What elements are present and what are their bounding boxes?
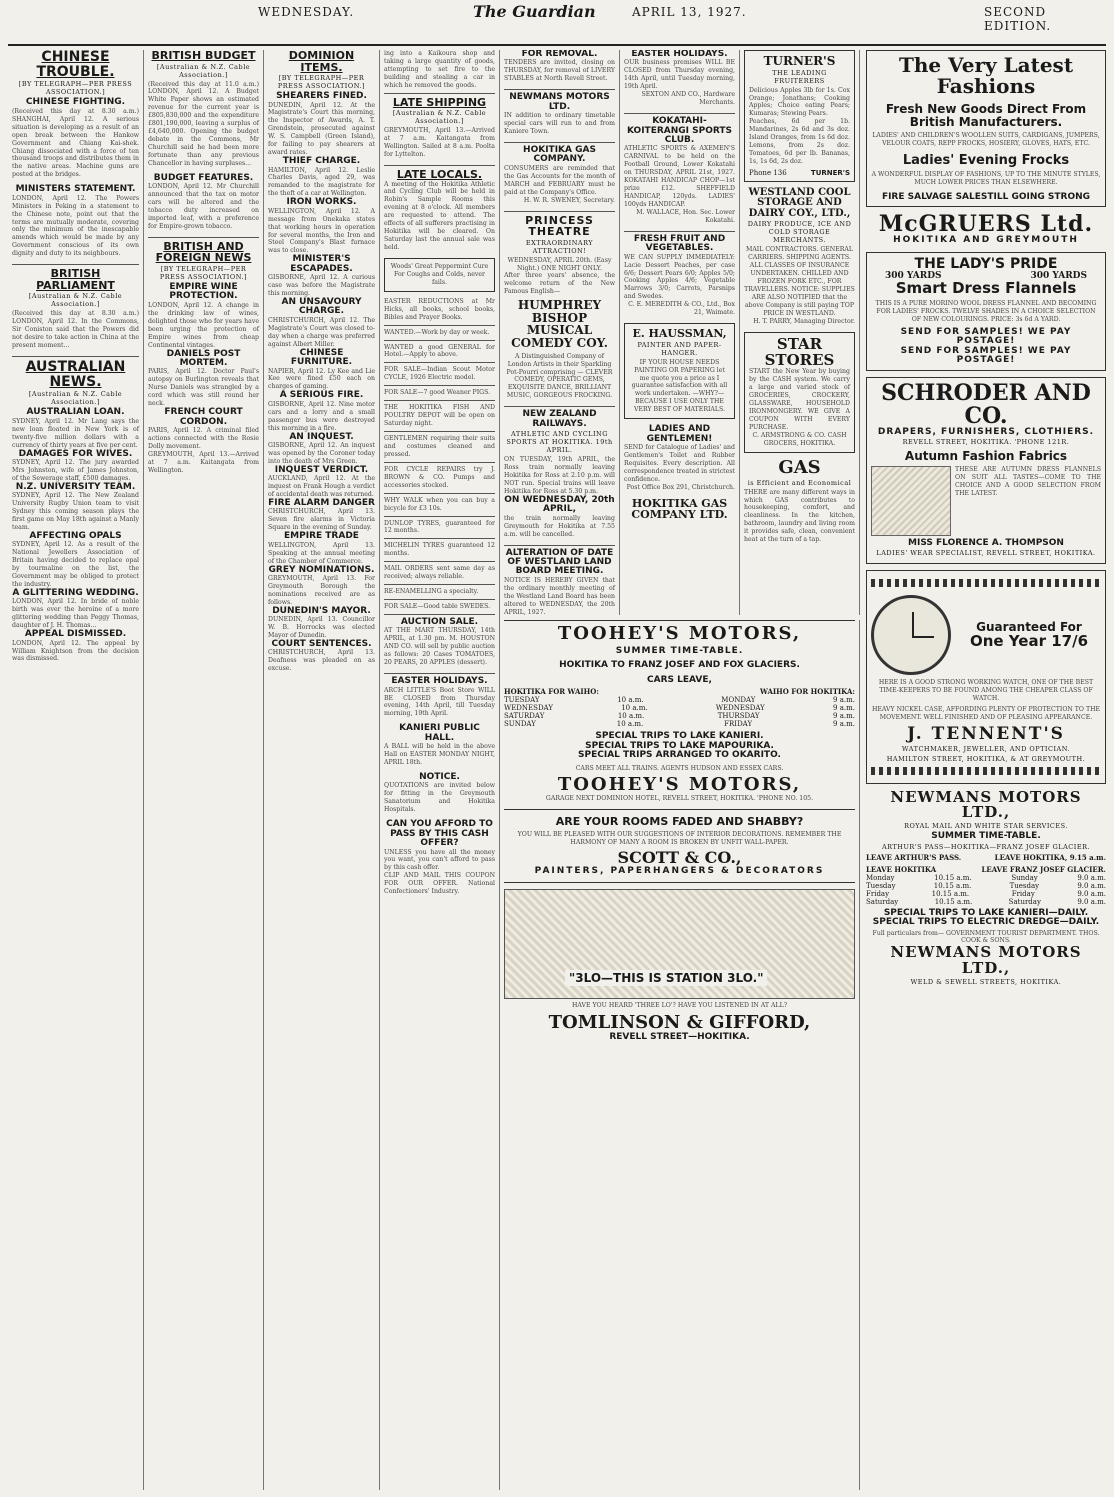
article-body: IF YOUR HOUSE NEEDS PAINTING OR PAPERING let me quote you a price as I guarantee satisfaction with all work undertaken. —WHY?— BECAUSE I USE ONLY THE VERY BEST OF MATERIALS.	[631, 358, 728, 414]
column-header: HOKITIKA FOR WAIHO:	[504, 687, 599, 697]
article-body: GREYMOUTH, April 13.—Arrived at 7 a.m. Kaitangata from Wellington. Sailed at 8 a.m. Poolta for Lyttelton.	[384, 127, 495, 159]
article-body: LADIES' AND CHILDREN'S WOOLLEN SUITS, CARDIGANS, JUMPERS, VELOUR COATS, REPP FROCKS, HOSIERY, GLOVES, HATS, ETC.	[872, 132, 1100, 148]
article-body: HEAVY NICKEL CASE, AFFORDING PLENTY OF PROTECTION TO THE MOVEMENT. WELL FINISHED AND OF PLEASING APPEARANCE.	[871, 706, 1101, 721]
article-body: SYDNEY, April 12. Mr Lang says the new loan floated in New York is of twenty-five million dollars with a currency of thirty years at five per cent.	[12, 417, 139, 449]
subhead: FRESH FRUIT AND VEGETABLES.	[633, 233, 726, 254]
article-budget-features	[148, 174, 259, 231]
article-body: (Received this day at 8.30 a.m.) LONDON, April 12. In the Commons, Sir Coniston said that the Powers did not desire to take action in China at the present moment...	[12, 310, 139, 350]
article-body: GISBORNE, April 12. An inquest was opened by the Coroner today into the death of Mrs Green.	[268, 441, 375, 465]
subhead: KOKATAHI-KOITERANGI SPORTS CLUB.	[626, 116, 733, 145]
classified-ad: EASTER REDUCTIONS at Mr Hicks, all books, school books, Bibles and Prayer Books.	[384, 297, 495, 321]
address: GARAGE NEXT DOMINION HOTEL, REVELL STREET, HOKITIKA. 'PHONE NO. 105.	[545, 795, 814, 803]
classified-ad: FOR CYCLE REPAIRS try J. BROWN & CO. Pumps and accessories stocked.	[384, 465, 495, 489]
article-body: A WONDERFUL DISPLAY OF FASHIONS, UP TO THE MINUTE STYLES, MUCH LOWER PRICES THAN ELSEWHERE.	[871, 170, 1101, 186]
classified-ad: WANTED.—Work by day or week.	[384, 328, 490, 336]
article-body: NAPIER, April 12. Ly Kee and Lie Kee were fined £50 each on charges of gaming.	[268, 367, 375, 391]
subhead: N.Z. UNIVERSITY TEAM.	[15, 481, 136, 492]
notice-kanieri-hall	[384, 724, 495, 767]
timetable-row: Friday 10.15 a.m. Friday 9.0 a.m.	[866, 889, 1106, 898]
timetable-row: Tuesday 10.15 a.m. Tuesday 9.0 a.m.	[866, 881, 1106, 890]
subhead: NEW ZEALAND RAILWAYS.	[522, 409, 597, 429]
subhead: KANIERI PUBLIC HALL.	[399, 723, 480, 743]
dress-illustration	[871, 466, 951, 536]
signature: M. WALLACE, Hon. Sec. Lower Kokatahi.	[636, 208, 735, 224]
article-body: NOTICE IS HEREBY GIVEN that the ordinary monthly meeting of the Westland Land Board has been altered to WEDNESDAY, the 20th APRIL, 1927.	[504, 576, 615, 615]
yardage: 300 YARDS	[1030, 271, 1087, 282]
subhead: THIEF CHARGE.	[282, 156, 361, 167]
subhead: AUCTION SALE.	[400, 617, 479, 628]
company-name: NEWMANS MOTORS LTD.,	[890, 787, 1082, 822]
column-3	[264, 50, 380, 1490]
article-body: START the New Year by buying by the CASH system. We carry a large and varied stock of GROCERIES, CROCKERY, GLASSWARE, HOUSEHOLD IRONMONGERY. WE GIVE A COUPON WITH EVERY PURCHASE.	[749, 368, 850, 431]
byline: EXTRAORDINARY ATTRACTION!	[525, 238, 594, 255]
ad-haussman	[624, 323, 735, 419]
column-4	[380, 50, 500, 1490]
article-continuation: ing into a Kaikoura shop and taking a large quantity of goods, attempting to set fire to the building and stealing a car in which he removed the goods.	[384, 50, 495, 89]
article-body: IN addition to ordinary timetable special cars will run to and from Kaniere Town.	[504, 112, 615, 135]
route: ARTHUR'S PASS—HOKITIKA—FRANZ JOSEF GLACIER.	[881, 842, 1091, 851]
byline: DAIRY PRODUCE, ICE AND COLD STORAGE MERCHANTS.	[747, 220, 852, 245]
article-body: YOU WILL BE PLEASED WITH OUR SUGGESTIONS OF INTERIOR DECORATIONS. REMEMBER THE HARMONY OF MANY A ROOM IS BROKEN BY UNFIT WALL-PAPER.	[517, 830, 842, 846]
subhead: INQUEST VERDICT.	[274, 464, 369, 475]
timetable-row: Monday 10.15 a.m. Sunday 9.0 a.m.	[866, 873, 1106, 882]
article-body: A BALL will be held in the above Hall on EASTER MONDAY NIGHT, APRIL 18th.	[384, 743, 495, 767]
ad-schroder	[866, 377, 1106, 565]
subhead: COURT SENTENCES.	[271, 638, 372, 649]
company-name: J. TENNENT'S	[907, 723, 1065, 744]
byline: [Australian & N.Z. Cable Association.]	[28, 390, 123, 407]
classified-ad: FOR SALE—Indian Scout Motor CYCLE, 1926 Electric model.	[384, 366, 495, 382]
article-body: SYDNEY, April 12. As a result of the National Jewellers Association of Britain having decided to replace opal by tourmaline on the list, the Government may be obliged to protect the industry.	[12, 541, 139, 589]
classified-ad: FOR SALE—7 good Weaner PIGS.	[384, 389, 491, 397]
signature: SEXTON AND CO., Hardware Merchants.	[641, 91, 735, 107]
article-british-budget	[148, 50, 259, 168]
subhead: EASTER HOLIDAYS.	[391, 676, 488, 687]
ad-cash-offer	[384, 820, 495, 896]
notice-kokatahi-sports	[624, 117, 735, 225]
subhead: Ladies' Evening Frocks	[902, 153, 1070, 169]
article-body: (Received this day at 8.30 a.m.) SHANGHAI, April 12. A serious situation is developing as a result of an open break between the Hankow Government and Chiang Kai-shek. Chiang dissociated with a force of ten thousand troops and distributes them in the native areas. Machine guns are posted at the bridges.	[12, 107, 139, 179]
notice-easter-holidays-sexton	[624, 50, 735, 107]
headline: LATE LOCALS.	[396, 167, 483, 181]
phone-number: Phone 136	[749, 168, 787, 177]
article-body: HAVE YOU HEARD 'THREE LO'? HAVE YOU LISTENED IN AT ALL?	[571, 1001, 788, 1009]
company-name: TURNER'S	[763, 54, 836, 68]
article-body: ATHLETIC SPORTS & AXEMEN'S CARNIVAL to be held on the Football Ground, Lower Kokatahi on THURSDAY, APRIL 21st, 1927. KOKATAHI HANDICAP CHOP—1st prize £12. SHEFFIELD HANDICAP, 120yds. LADIES' 100yds HANDICAP.	[624, 145, 735, 208]
company-name: NEWMANS MOTORS LTD.,	[890, 943, 1082, 978]
subhead: SHEARERS FINED.	[276, 91, 367, 102]
send-for-samples: SEND FOR SAMPLES! WE PAY POSTAGE!	[900, 345, 1072, 366]
byline: PAINTER AND PAPER-HANGER.	[637, 340, 722, 357]
route: HOKITIKA TO FRANZ JOSEF AND FOX GLACIERS.	[559, 660, 800, 671]
subhead: A GLITTERING WEDDING.	[12, 587, 139, 598]
special-trip: SPECIAL TRIPS TO LAKE KANIERI—DAILY.	[883, 907, 1089, 918]
article-body: A Distinguished Company of London Artists in their Sparkling Pot-Pourri comprising — CLEVER COMEDY, OPERATIC GEMS, EXQUISITE DANCE, BRILLIANT MUSIC, GORGEOUS FROCKING.	[506, 352, 613, 400]
article-dominion-items	[268, 50, 375, 673]
article-body: AUCKLAND, April 12. At the inquest on Frank Hough a verdict of accidental death was returned.	[268, 475, 375, 499]
article-body: A meeting of the Hokitika Athletic and Cycling Club will be held in Robin's Sample Rooms this evening at 8 o'clock. All members are requested to attend. The effects of all sufferers practising in Hokitika will be cleared. On Saturday last the annual sale was held.	[384, 180, 495, 252]
byline: THE LEADING FRUITERERS	[772, 68, 827, 85]
article-british-foreign-news	[148, 241, 259, 475]
ad-westland-cool-storage	[744, 188, 855, 326]
headline: The Very Latest Fashions	[898, 53, 1074, 98]
article-body: THESE ARE AUTUMN DRESS FLANNELS ON SUIT ALL TASTES—COME TO THE CHOICE AND A GOOD SELECTION FROM THE LATEST.	[955, 465, 1101, 497]
subhead: GREY NOMINATIONS.	[268, 564, 375, 575]
subhead: AFFECTING OPALS	[29, 530, 122, 541]
article-late-locals	[384, 169, 495, 252]
headline: THE LADY'S PRIDE	[914, 255, 1058, 272]
byline: is Efficient and Economical	[747, 478, 852, 487]
subhead: SUMMER TIME-TABLE.	[615, 645, 744, 656]
notice-railways	[504, 410, 615, 538]
byline: [Australian & N.Z. Cable Association.]	[156, 62, 251, 79]
column-7	[740, 50, 860, 615]
subhead: CAN YOU AFFORD TO PASS BY THIS CASH OFFER?	[386, 819, 493, 849]
address: REVELL STREET, HOKITIKA. 'PHONE 121R.	[902, 438, 1070, 447]
address: REVELL STREET—HOKITIKA.	[609, 1031, 750, 1042]
company-name: TOOHEY'S MOTORS,	[557, 623, 802, 644]
article-body: WELLINGTON, April 13. Speaking at the annual meeting of the Chamber of Commerce.	[268, 541, 375, 565]
ad-watch	[866, 570, 1106, 784]
company-name: HUMPHREY BISHOP MUSICAL COMEDY COY.	[511, 298, 608, 351]
subhead: ALTERATION OF DATE OF WESTLAND LAND BOARD MEETING.	[505, 547, 614, 577]
subhead: FIRE SALVAGE SALESTILL GOING STRONG	[881, 191, 1091, 202]
pocket-watch-icon	[871, 595, 951, 675]
subhead: NOTICE.	[419, 772, 460, 783]
column-6	[620, 50, 740, 615]
article-body: CONSUMERS are reminded that the Gas Accounts for the month of MARCH and FEBRUARY must be paid at the Company's Office.	[504, 164, 615, 196]
subhead: CHINESE FIGHTING.	[25, 97, 126, 108]
article-body: After three years' absence, the welcome return of the New Famous English—	[504, 272, 615, 296]
masthead-edition: SECOND EDITION.	[984, 5, 1052, 33]
subhead: EMPIRE TRADE	[284, 531, 359, 542]
byline: [BY TELEGRAPH—PER PRESS ASSOCIATION.]	[159, 265, 248, 282]
ad-text: Woods' Great Peppermint Cure For Coughs and Colds, never fails.	[390, 262, 489, 286]
ad-ladys-pride	[866, 252, 1106, 371]
article-body: GISBORNE, April 12. A curious case was before the Magistrate this morning.	[268, 274, 375, 298]
price: One Year 17/6	[969, 631, 1088, 650]
cars-leave: CARS LEAVE,	[647, 674, 712, 685]
timetable-row: TUESDAY 10 a.m. MONDAY 9 a.m.	[504, 696, 855, 705]
article-british-parliament	[12, 268, 139, 350]
ad-gas	[744, 456, 855, 544]
signature: C. ARMSTRONG & CO. CASH GROCERS, HOKITIKA.	[752, 431, 847, 447]
article-body: SYDNEY, April 12. The jury awarded Mrs Johnston, wife of James Johnston, of the Sewerage staff, £500 damages.	[12, 458, 139, 482]
article-body: LONDON, April 12. In bride of noble birth was ever the heroine of a more glittering wedding than Peggy Thomas, daughter of J. H. Thomas...	[12, 598, 139, 630]
headline: Guaranteed For	[976, 620, 1082, 635]
column-header: LEAVE HOKITIKA	[866, 864, 937, 874]
article-body: LONDON, April 12. The Powers Ministers in Peking in a statement to the Chinese note, point out that the terms are mutually moderate, covering only the minimum of the inescapable amends which would be made by any Government conscious of its own dignity and duty to its neighbours.	[12, 194, 139, 258]
article-body: DUNEDIN, April 12. At the Magistrate's Court this morning, the Inspector of Awards, A. T. Grendstein, prosecuted against W. S. Campbell (Green Island), for failing to pay shearers at award rates.	[268, 101, 375, 157]
masthead-paper-title: The Guardian	[473, 2, 596, 21]
ad-ladies-gentlemen	[624, 425, 735, 492]
subhead: DRAPERS, FURNISHERS, CLOTHIERS.	[877, 426, 1095, 437]
headline: LATE SHIPPING	[392, 95, 487, 109]
ad-latest-fashions	[866, 50, 1106, 207]
article-body: CARS MEET ALL TRAINS. AGENTS HUDSON AND ESSEX CARS.	[575, 764, 784, 772]
timetable-row: SUNDAY 10 a.m. FRIDAY 9 a.m.	[504, 720, 855, 729]
subhead: APPEAL DISMISSED.	[24, 629, 127, 640]
headline: DOMINION ITEMS.	[288, 50, 355, 74]
column-header: LEAVE HOKITIKA, 9.15 a.m.	[994, 852, 1106, 862]
subhead: SUMMER TIME-TABLE.	[931, 831, 1041, 842]
notice-quotations	[384, 773, 495, 814]
masthead-date: APRIL 13, 1927.	[632, 5, 747, 19]
ad-scott-decorators	[504, 816, 855, 876]
headline: BRITISH BUDGET	[151, 50, 256, 62]
article-body: QUOTATIONS are invited below for fitting in the Greymouth Sanatorium and Hokitika Hospitals.	[384, 782, 495, 814]
classified-ad: FOR SALE—Good table SWEDES.	[384, 603, 491, 611]
article-body: SYDNEY, April 12. The New Zealand University Rugby Union team to visit Sydney this coming season plays the first game on May 18th against a Manly team.	[12, 492, 139, 531]
masthead-day: WEDNESDAY.	[258, 5, 355, 19]
ad-tomlinson-radio	[504, 889, 855, 1042]
article-body: GREYMOUTH, April 13. For Greymouth Borough the nominations received are as follows.	[268, 574, 375, 606]
masthead	[8, 4, 1106, 46]
subhead: IRON WORKS.	[286, 197, 357, 208]
signature: H. W. R. SWENEY, Secretary.	[523, 196, 615, 204]
byline: ATHLETIC AND CYCLING SPORTS AT HOKITIKA. 19th APRIL.	[506, 430, 613, 455]
company-name: WESTLAND COOL STORAGE AND DAIRY COY., LTD.,	[748, 186, 851, 219]
article-body: OUR business premises WILL BE CLOSED from Thursday evening, 14th April, until Tuesday morning, 19th April.	[624, 59, 735, 91]
column-header: WAIHO FOR HOKITIKA:	[760, 687, 855, 697]
company-name: STAR STORES	[764, 334, 835, 369]
address: HAMILTON STREET, HOKITIKA, & AT GREYMOUTH.	[886, 754, 1086, 763]
notice-newmans	[504, 93, 615, 136]
company-name: MISS FLORENCE A. THOMPSON	[908, 537, 1064, 548]
subhead: FIRE ALARM DANGER	[268, 498, 375, 509]
article-late-shipping	[384, 97, 495, 159]
subhead: CHINESE FURNITURE.	[290, 347, 353, 368]
special-trip: SPECIAL TRIPS TO LAKE MAPOURIKA.	[585, 740, 774, 751]
article-body: PARIS, April 12. Doctor Paul's autopsy on Burlington reveals that Nurse Daniels was strangled by a cord which was still round her neck.	[148, 368, 259, 408]
notice-gas-company	[504, 146, 615, 205]
ad-fresh-fruit	[624, 235, 735, 317]
ad-mcgruers	[866, 213, 1106, 246]
column-5	[500, 50, 620, 615]
company-name: SCHRODER AND CO.	[881, 379, 1091, 429]
ad-princess-theatre	[504, 215, 615, 401]
headline: GAS	[778, 456, 821, 478]
article-ministers-statement	[12, 185, 139, 258]
byline: [Australian & N.Z. Cable Association.]	[28, 292, 123, 309]
signature: C. E. MEREDITH & CO., Ltd., Box 21, Waimate.	[628, 301, 735, 317]
article-body: WEDNESDAY, APRIL 20th. (Easy Night.) ONE NIGHT ONLY.	[507, 256, 612, 272]
subhead: AUSTRALIAN LOAN.	[26, 407, 125, 418]
classified-ad: RE-ENAMELLING a specialty.	[384, 588, 479, 596]
classified-ads	[384, 298, 495, 611]
company-name: SCOTT & CO.,	[617, 847, 742, 867]
article-body: (Received this day at 11.0 a.m.) LONDON, April 12. A Budget White Paper shows an estimated revenue for the current year is £805,830,000 and the expenditure £801,190,000, leaving a surplus of £4,640,000. Opening the budget debate in the Commons, Mr Churchill said he had been more fortunate than any previous Chancellor in having surpluses...	[148, 80, 259, 167]
headline: BRITISH PARLIAMENT	[36, 267, 115, 292]
byline: [BY TELEGRAPH—PER PRESS ASSOCIATION.]	[18, 80, 133, 97]
article-body: CHRISTCHURCH, April 12. The Magistrate's Court was closed to-day when a charge was preferred against Albert Miller.	[268, 316, 375, 348]
radio-illustration	[504, 889, 855, 999]
special-trip: SPECIAL TRIPS TO LAKE KANIERI.	[595, 731, 764, 742]
article-body: ON TUESDAY, 19th APRIL, the Ross train normally leaving Hokitika for Ross at 2.10 p.m. will NOT run. Special trains will leave Hokitika for Ross at 5.30 p.m.	[504, 456, 615, 495]
article-body: AT THE MART THURSDAY, 14th APRIL, at 1.30 pm. M. HOUSTON AND CO. will sell by public auction as follows: 20 Cases TOMATOES, 20 PEARS, 20 APPLES (dessert).	[384, 627, 495, 667]
timetable-row: SATURDAY 10 a.m. THURSDAY 9 a.m.	[504, 712, 855, 721]
ad-tooheys-timetable	[504, 625, 855, 803]
article-body: CLIP AND MAIL THIS COUPON FOR OUR OFFER. National Confectioners' Industry.	[384, 872, 495, 896]
article-body: THIS IS A PURE MORINO WOOL DRESS FLANNEL AND BECOMING FOR LADIES' FROCKS. TWELVE SHADES IN A CHOICE SELECTION OF NEW COLOURINGS. PRICE: 3s 6d A YARD.	[875, 299, 1097, 323]
classified-ad: WHY WALK when you can buy a bicycle for £3 10s.	[384, 496, 495, 512]
subhead: DANIELS POST MORTEM.	[166, 348, 241, 368]
right-ad-column	[866, 50, 1106, 1490]
timetable-row: Saturday 10.15 a.m. Saturday 9.0 a.m.	[866, 897, 1106, 906]
signature: Post Office Box 291, Christchurch.	[626, 483, 735, 491]
subhead: AN INQUEST.	[289, 431, 354, 442]
radio-caption: "3LO—THIS IS STATION 3LO."	[565, 970, 767, 986]
article-chinese-trouble	[12, 50, 139, 179]
auction-sale	[384, 618, 495, 667]
subhead: Fresh New Goods Direct From British Manufacturers.	[885, 102, 1087, 129]
headline: CHINESE TROUBLE.	[36, 50, 115, 80]
subhead: ON WEDNESDAY, 20th APRIL,	[504, 494, 615, 515]
notice-easter-holidays	[384, 677, 495, 718]
gas-company-name: HOKITIKA GAS COMPANY LTD.	[631, 496, 728, 522]
subhead: DAMAGES FOR WIVES.	[18, 448, 133, 459]
article-body: Delicious Apples 3lb for 1s. Cox Orange; Jonathans; Cooking Apples; Choice eating Pears; Kumaras; Stewing Pears.	[749, 86, 850, 118]
article-body: Peaches, 6d per 1b. Mandarines, 2s 6d and 3s doz. Island Oranges, from 1s 6d doz. Lemons, from 2s doz. Tomatoes, 6d per lb. Bananas, 1s, 1s 6d, 2s doz.	[749, 118, 850, 166]
article-body: CHRISTCHURCH, April 13. Deafness was pleaded on as excuse.	[268, 649, 375, 673]
article-body: LONDON, April 12. A change in the drinking law of wines, delighted those who for years have been urging the protection of Empire wines from cheap Continental vintages.	[148, 301, 259, 349]
signature: H. T. PARRY, Managing Director.	[753, 317, 855, 325]
article-body: THERE are many different ways in which GAS contributes to housekeeping, comfort, and cleanliness. In the kitchen, bathroom, laundry and living room it provides safe, clean, convenient heat at the turn of a tap.	[744, 488, 855, 544]
classified-ad: WANTED a good GENERAL for Hotel.—Apply to above.	[384, 343, 495, 359]
subhead: HOKITIKA GAS COMPANY.	[523, 144, 596, 165]
headline: AUSTRALIAN NEWS.	[25, 358, 126, 390]
article-body: SEND for Catalogue of Ladies' and Gentlemen's Toilet and Rubber Requisites. Every description. All correspondence treated in strictest confidence.	[624, 444, 735, 483]
article-body: Full particulars from— GOVERNMENT TOURIST DEPARTMENT. THOS. COOK & SONS.	[872, 929, 1100, 945]
subhead: HOKITIKA AND GREYMOUTH	[893, 235, 1079, 246]
address: LADIES' WEAR SPECIALIST, REVELL STREET, HOKITIKA.	[876, 549, 1096, 558]
classified-ad: GENTLEMEN requiring their suits and costumes cleaned and pressed.	[384, 435, 495, 458]
article-body: MAIL CONTRACTORS. GENERAL CARRIERS. SHIPPING AGENTS. ALL CLASSES OF INSURANCE UNDERTAKEN. CHILLED AND FROZEN FORK ETC., FOR TRAVELLERS. NOTICE: SUPPLIES ARE ALSO NOTIFIED that the above Company is still paying TOP PRICE IN WESTLAND.	[744, 246, 855, 317]
special-trip: SPECIAL TRIPS ARRANGED TO OKARITO.	[578, 750, 781, 761]
subhead: BUDGET FEATURES.	[153, 172, 254, 183]
column-1	[8, 50, 144, 1490]
classified-ad: DUNLOP TYRES, guaranteed for 12 months.	[384, 519, 495, 535]
article-body: the train normally leaving Greymouth for Hokitika at 7.55 a.m. will be cancelled.	[504, 514, 615, 538]
subhead: EMPIRE WINE PROTECTION.	[169, 282, 238, 302]
shipping-note: GREYMOUTH, April 13.—Arrived at 7 a.m. Kaitangata from Wellington.	[148, 450, 259, 474]
send-for-samples: SEND FOR SAMPLES! WE PAY POSTAGE!	[900, 326, 1072, 347]
special-trip: SPECIAL TRIPS TO ELECTRIC DREDGE—DAILY.	[872, 917, 1100, 928]
headline: BRITISH AND FOREIGN NEWS	[155, 239, 252, 265]
article-body: GISBORNE, April 12. Nine motor cars and a lorry and a small passenger bus were destroyed this morning in a fire.	[268, 400, 375, 432]
subhead: PAINTERS, PAPERHANGERS & DECORATORS	[534, 865, 825, 876]
company-name: McGRUERS Ltd.	[878, 211, 1094, 238]
subhead: ROYAL MAIL AND WHITE STAR SERVICES.	[904, 822, 1068, 831]
subhead: Smart Dress Flannels	[895, 279, 1077, 298]
ad-turners	[744, 50, 855, 182]
company-name: TURNER'S	[810, 168, 850, 177]
article-body: WE CAN SUPPLY IMMEDIATELY: Lacie Dessert Peaches, per case 6/6; Dessert Pears 6/0; Apples 5/0; Cooking Apples 4/6; Vegetable Marrows 3/0; Carrots, Parsnips and Swedes.	[624, 253, 735, 301]
subhead: EASTER HOLIDAYS.	[631, 50, 728, 59]
article-body: UNLESS you have all the money you want, you can't afford to pass by this cash offer.	[384, 848, 495, 872]
subhead: DUNEDIN'S MAYOR.	[272, 605, 371, 616]
classified-ad: MICHELIN TYRES guaranteed 12 months.	[384, 542, 495, 558]
headline: ARE YOUR ROOMS FADED AND SHABBY?	[555, 815, 804, 829]
classified-ad: MAIL ORDERS sent same day as received; always reliable.	[384, 565, 495, 581]
subhead: LADIES AND GENTLEMEN!	[646, 424, 713, 444]
subhead: Autumn Fashion Fabrics	[904, 449, 1068, 464]
notice-for-removal	[504, 50, 615, 83]
article-body: PARIS, April 12. A criminal filed actions connected with the Rosie Dolly movement.	[148, 426, 259, 450]
column-header: LEAVE FRANZ JOSEF GLACIER.	[981, 864, 1106, 874]
address: WELD & SEWELL STREETS, HOKITIKA.	[910, 977, 1062, 986]
column-2	[144, 50, 264, 1490]
wide-ad-area	[500, 620, 860, 1490]
company-name: TOMLINSON & GIFFORD,	[548, 1011, 811, 1033]
article-body: CHRISTCHURCH, April 13. Seven fire alarms in Victoria Square in the evening of Sunday.	[268, 508, 375, 532]
byline: [Australian & N.Z. Cable Association.]	[392, 109, 487, 126]
article-body: DUNEDIN, April 13. Councillor W. B. Horrocks was elected Mayor of Dunedin.	[268, 616, 375, 640]
ad-star-stores	[744, 332, 855, 453]
classified-ad: THE HOKITIKA FISH AND POULTRY DEPOT will be open on Saturday night.	[384, 404, 495, 428]
company-name: E. HAUSSMAN,	[632, 327, 727, 341]
article-australian-news	[12, 360, 139, 663]
article-body: HERE IS A GOOD STRONG WORKING WATCH, ONE OF THE BEST TIME-KEEPERS TO BE FOUND AMONG THE CHEAPER CLASS OF WATCH.	[878, 679, 1094, 703]
article-body: TENDERS are invited, closing on THURSDAY, for removal of LIVERY STABLES at North Revell Street.	[504, 59, 615, 83]
article-body: ARCH LITTLE'S Boot Store WILL BE CLOSED from Thursday evening, 14th April, till Tuesday morning, 19th April.	[384, 686, 495, 718]
article-body: LONDON, April 12. Mr Churchill announced that the tax on motor cars will be altered and the tobacco duty increased on imported leaf, with a preference for Empire-grown tobacco.	[148, 183, 259, 230]
company-name: TOOHEY'S MOTORS,	[557, 774, 802, 796]
ad-newmans-motors	[866, 787, 1106, 986]
article-body: LONDON, April 12. The appeal by William Knightson from the decision was dismissed.	[12, 639, 139, 663]
notice-land-board	[504, 549, 615, 615]
ad-peppermint-cure	[384, 258, 495, 292]
subhead: AN UNSAVOURY CHARGE.	[281, 297, 362, 317]
subhead: FOR REMOVAL.	[521, 50, 598, 59]
yardage: 300 YARDS	[885, 271, 942, 282]
subhead: MINISTERS STATEMENT.	[15, 184, 136, 195]
headline: PRINCESS THEATRE	[525, 213, 594, 239]
timetable-row: WEDNESDAY 10 a.m. WEDNESDAY 9 a.m.	[504, 704, 855, 713]
byline: [BY TELEGRAPH—PER PRESS ASSOCIATION.]	[277, 74, 366, 91]
subhead: MINISTER'S ESCAPADES.	[290, 254, 353, 274]
column-header: LEAVE ARTHUR'S PASS.	[866, 852, 962, 862]
subhead: A SERIOUS FIRE.	[279, 390, 364, 401]
subhead: NEWMANS MOTORS LTD.	[509, 92, 610, 112]
article-body: HAMILTON, April 12. Leslie Charles Davis, aged 29, was remanded to the magistrate for the theft of a car at Wellington.	[268, 166, 375, 198]
article-body: WELLINGTON, April 12. A message from Onekaka states that working hours in operation for several months, the Iron and Steel Company's Blast furnace was to close.	[268, 207, 375, 255]
subhead: WATCHMAKER, JEWELLER, AND OPTICIAN.	[901, 744, 1071, 753]
subhead: FRENCH COURT CORDON.	[164, 407, 243, 427]
